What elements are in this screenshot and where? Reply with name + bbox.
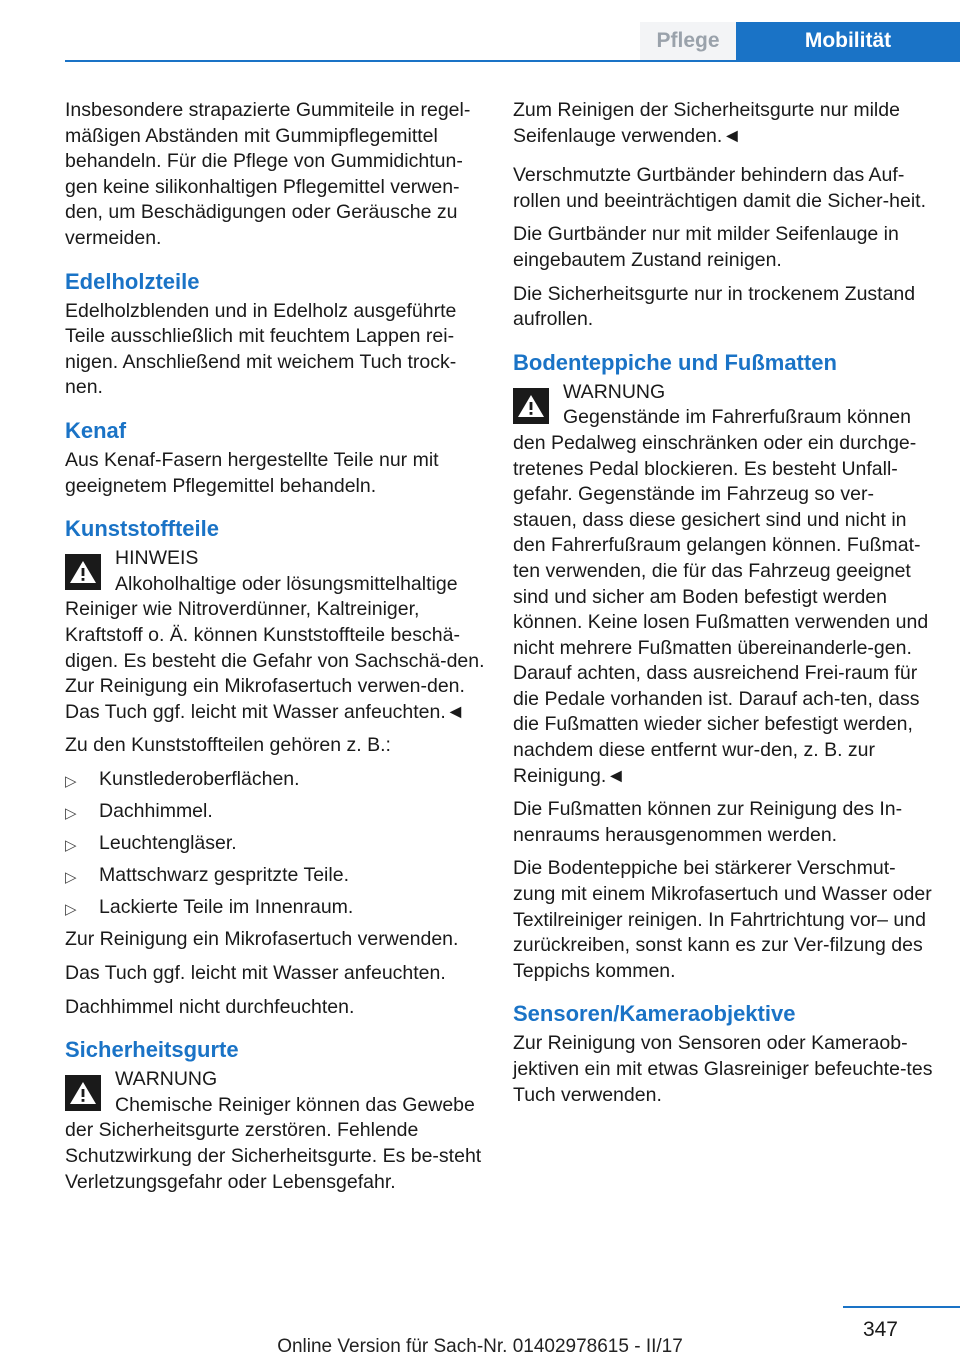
sensor-paragraph: Zur Reinigung von Sensoren oder Kameraob‐jektiven ein mit etwas Glasreiniger befeuchte‐tes Tuch verwenden. [513, 1032, 933, 1106]
triangle-bullet-icon: ▷ [65, 804, 77, 822]
section-title-bodenteppiche: Bodenteppiche und Fußmatten [513, 349, 837, 375]
footer-divider [843, 1306, 960, 1308]
list-item: ▷ Dachhimmel. [65, 799, 485, 825]
after-list-1: Zur Reinigung ein Mikrofasertuch verwenden. [65, 928, 459, 951]
left-column [65, 98, 485, 1203]
warnung-box-gurte [65, 1067, 485, 1195]
list-item: ▷ Leuchtengläser. [65, 831, 485, 857]
header-bar [0, 0, 960, 62]
warnung-label: WARNUNG [563, 380, 666, 403]
page-number: 347 [862, 1318, 898, 1341]
hinweis-text: Alkoholhaltige oder lösungsmittelhaltige Reiniger wie Nitroverdünner, Kaltreiniger, Kraftstoff o. Ä. können Kunststoffteile beschä‐digen. Es besteht die Gefahr von Sachschä‐den. Zur Reinigung ein Mikrofasertuch verwen‐den. Das Tuch ggf. leicht mit Wasser anfeuchten.◄ [65, 572, 485, 723]
list-item: ▷ Mattschwarz gespritzte Teile. [65, 863, 485, 889]
gurte-continuation: Zum Reinigen der Sicherheitsgurte nur milde Seifenlauge verwenden.◄ [513, 99, 900, 147]
triangle-bullet-icon: ▷ [65, 837, 77, 855]
kunststoff-list [65, 767, 485, 921]
right-column [513, 98, 933, 1116]
after-list-3: Dachhimmel nicht durchfeuchten. [65, 995, 355, 1018]
footer-online-version: Online Version für Sach-Nr. 01402978615 - II/17 [277, 1336, 683, 1357]
section-title-sensoren: Sensoren/Kameraobjektive [513, 1001, 796, 1027]
triangle-bullet-icon: ▷ [65, 869, 77, 887]
gurte-paragraph-3: Die Sicherheitsgurte nur in trockenem Zustand aufrollen. [513, 282, 916, 331]
gurte-paragraph-1: Verschmutzte Gurtbänder behindern das Auf‐rollen und beeinträchtigen damit die Sicher‐heit. [513, 164, 926, 212]
tab-pflege[interactable]: Pflege [640, 22, 736, 60]
section-title-edelholzteile: Edelholzteile [65, 268, 200, 294]
hinweis-box [65, 546, 485, 725]
warning-triangle-icon [65, 554, 101, 590]
kenaf-paragraph: Aus Kenaf-Fasern hergestellte Teile nur mit geeignetem Pflegemittel behandeln. [65, 448, 439, 497]
boden-paragraph-2: Die Bodenteppiche bei stärkerer Verschmut‐zung mit einem Mikrofasertuch und Wasser oder Textilreiniger reinigen. In Fahrtrichtung vor– und zurückreiben, sonst kann es zur Ver‐filzung des Teppichs kommen. [513, 857, 932, 982]
list-item: ▷ Lackierte Teile im Innenraum. [65, 895, 485, 921]
warning-triangle-icon [513, 388, 549, 424]
gurte-paragraph-2: Die Gurtbänder nur mit milder Seifenlauge in eingebautem Zustand reinigen. [513, 223, 899, 271]
hinweis-label: HINWEIS [115, 547, 199, 570]
list-item: ▷ Kunstlederoberflächen. [65, 767, 485, 793]
intro-paragraph: Insbesondere strapazierte Gummiteile in regel‐mäßigen Abständen mit Gummipflegemittel behandeln. Für die Pflege von Gummidichtun‐gen keine silikonhaltigen Pflegemittel verwen‐den, um Beschädigungen oder Geräusche zu vermeiden. [65, 99, 471, 249]
section-title-kunststoffteile: Kunststoffteile [65, 516, 219, 542]
tab-mobilitaet[interactable]: Mobilität [736, 22, 960, 60]
warnung-text: Chemische Reiniger können das Gewebe der Sicherheitsgurte zerstören. Fehlende Schutzwirkung der Sicherheitsgurte. Es be‐steht Verletzungsgefahr oder Lebensgefahr. [65, 1093, 482, 1193]
list-intro: Zu den Kunststoffteilen gehören z. B.: [65, 734, 391, 757]
header-divider [65, 60, 960, 62]
triangle-bullet-icon: ▷ [65, 901, 77, 919]
warnung-text: Gegenstände im Fahrerfußraum können den Pedalweg einschränken oder ein durchge‐tretenes Pedal blockieren. Es besteht Unfall‐gefahr. Gegenstände im Fahrzeug so ver‐stauen, dass diese gesichert sind und nicht in den Fahrerfußraum gelangen können. Fußmat‐ten verwenden, die für das Fahrzeug geeignet sind und sicher am Boden befestigt werden können. Keine losen Fußmatten verwenden und nicht mehrere Fußmatten übereinanderle‐gen. Darauf achten, dass ausreichend Frei‐raum für die Pedale vorhanden ist. Darauf ach‐ten, dass die Fußmatten wieder sicher befestigt werden, nachdem diese entfernt wur‐den, z. B. zur Reinigung.◄ [513, 406, 929, 787]
section-title-sicherheitsgurte: Sicherheitsgurte [65, 1037, 239, 1063]
triangle-bullet-icon: ▷ [65, 772, 77, 790]
boden-paragraph-1: Die Fußmatten können zur Reinigung des In‐nenraums herausgenommen werden. [513, 798, 903, 846]
after-list-2: Das Tuch ggf. leicht mit Wasser anfeuchten. [65, 961, 446, 984]
warnung-label: WARNUNG [115, 1068, 218, 1091]
edelholz-paragraph: Edelholzblenden und in Edelholz ausgeführte Teile ausschließlich mit feuchtem Lappen rei‐nigen. Anschließend mit weichem Tuch trock‐nen. [65, 299, 457, 399]
section-title-kenaf: Kenaf [65, 417, 127, 443]
warning-triangle-icon [65, 1075, 101, 1111]
warnung-box-boden [513, 380, 933, 790]
